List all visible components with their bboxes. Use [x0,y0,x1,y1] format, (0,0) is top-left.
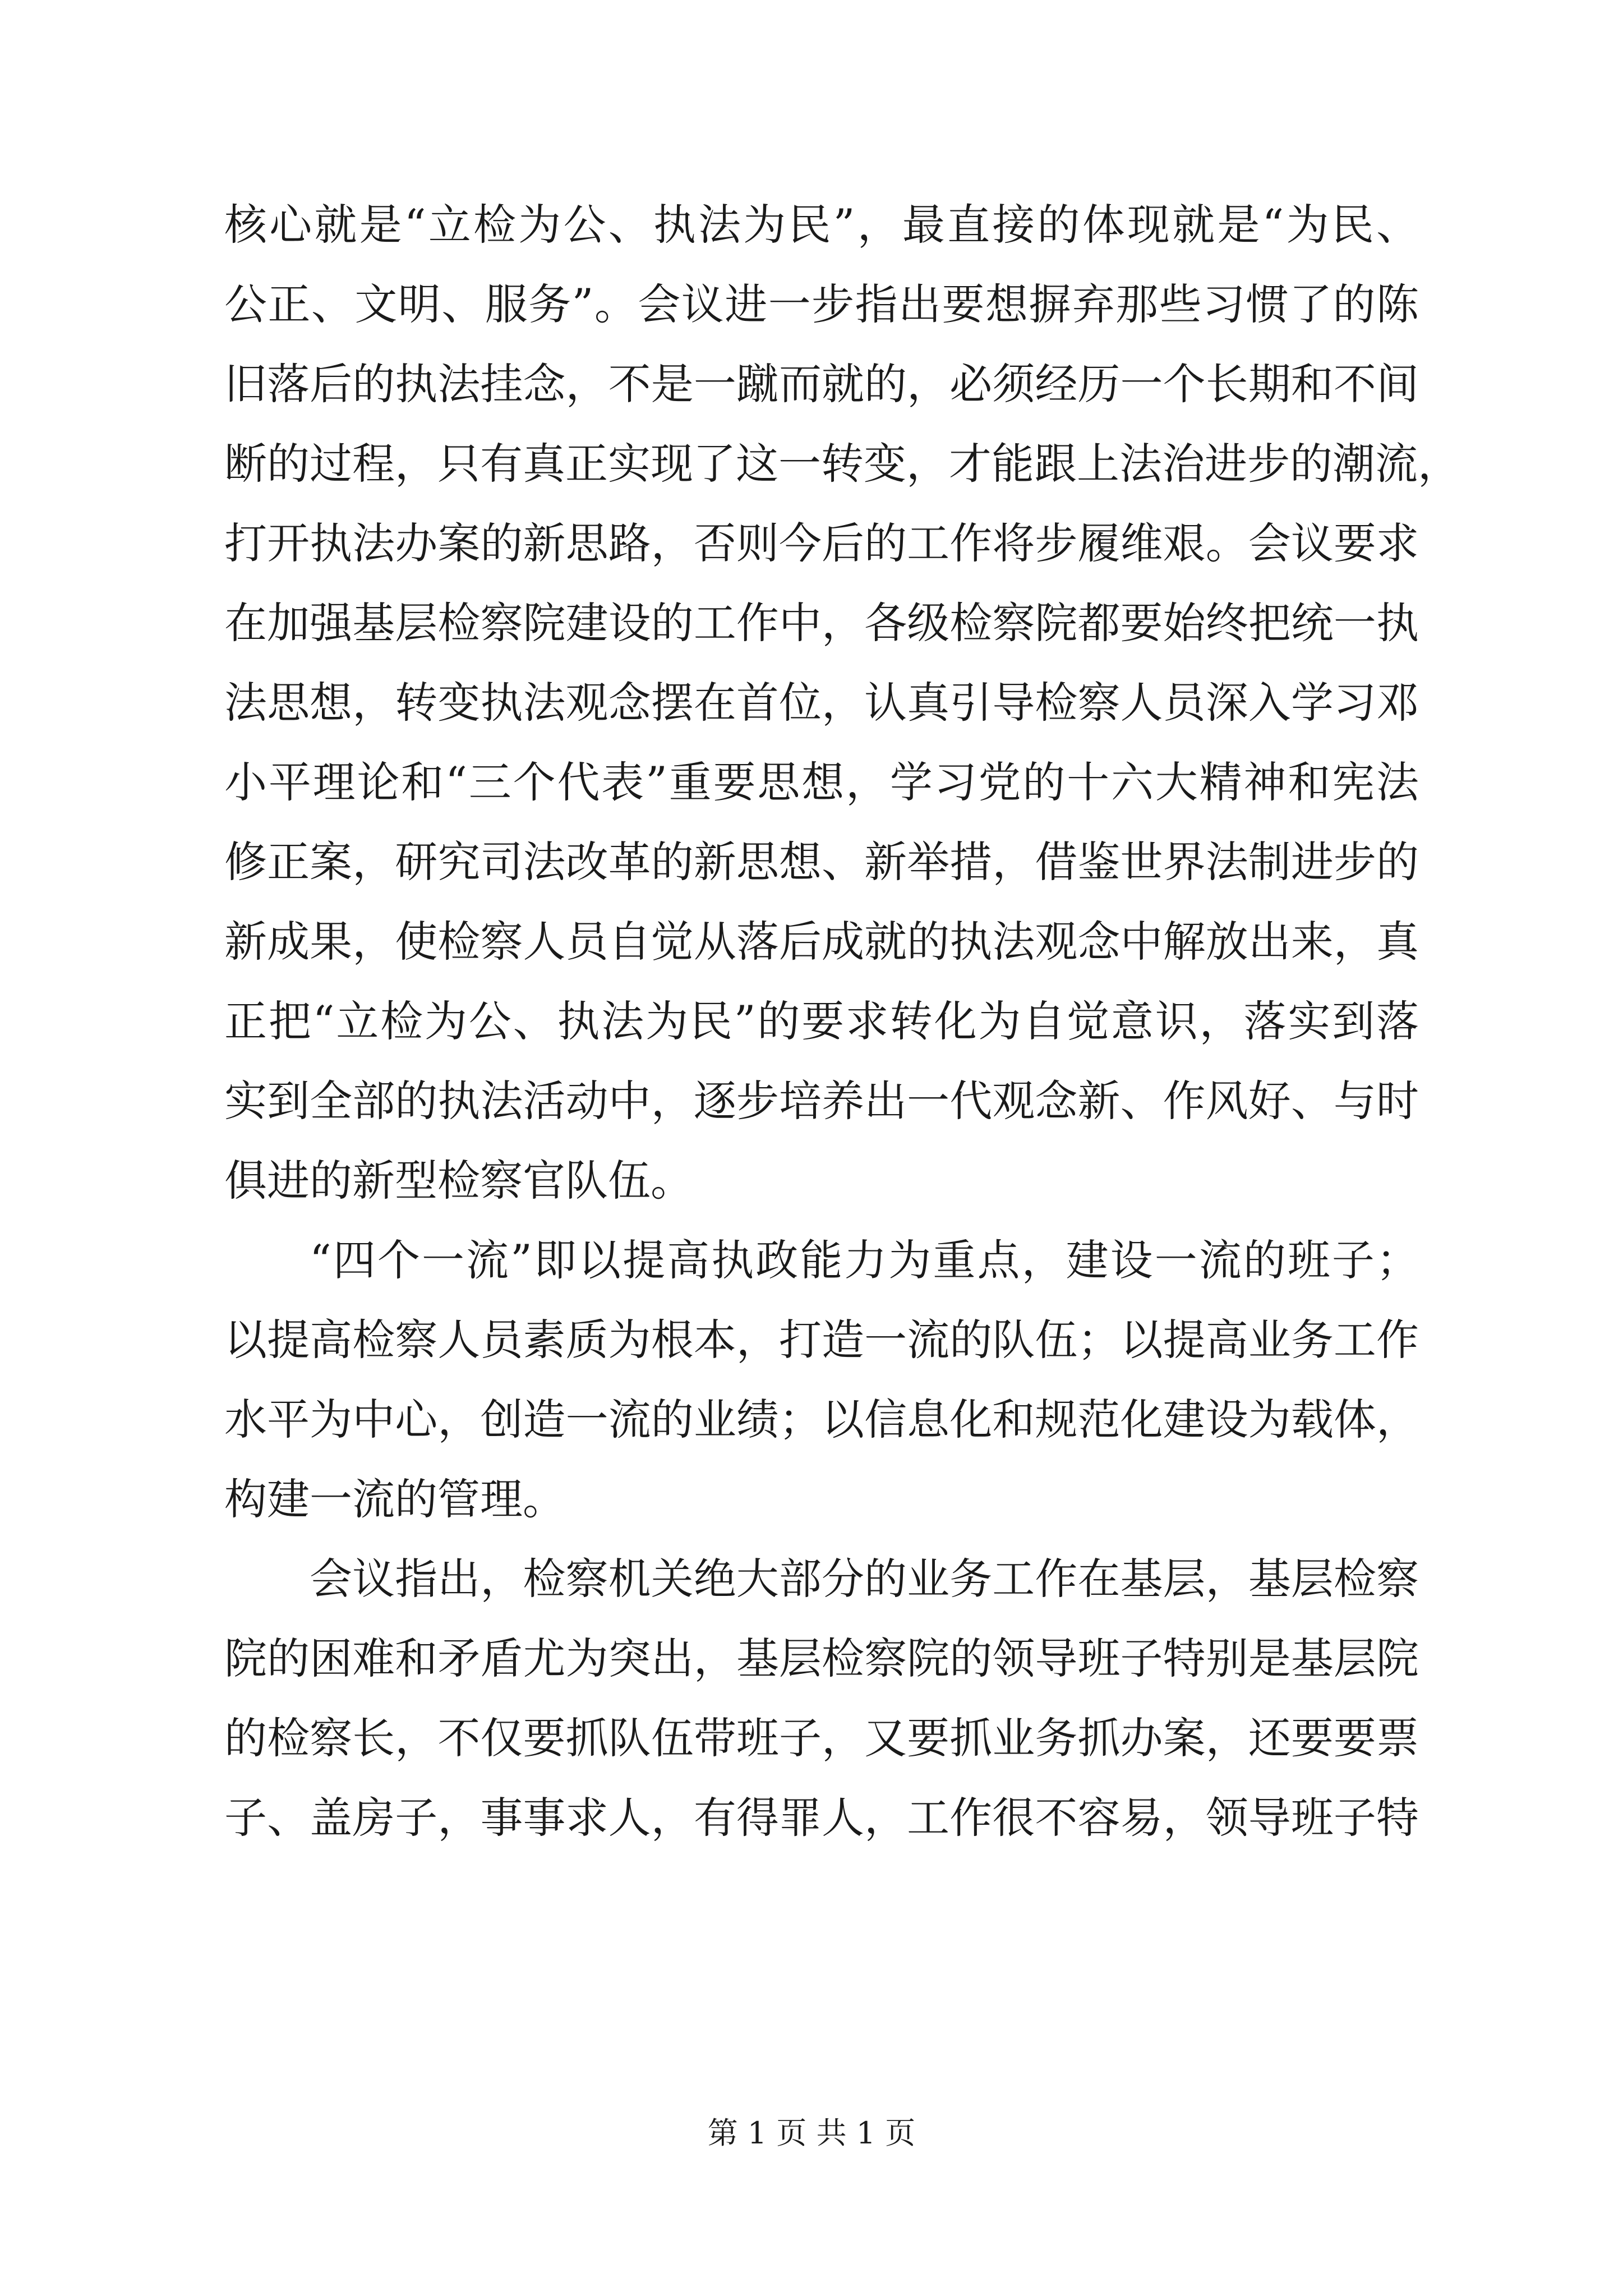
text-line: 的检察长，不仅要抓队伍带班子，又要抓业务抓办案，还要要票 [224,1713,1419,1763]
text-line: 子、盖房子，事事求人，有得罪人，工作很不容易，领导班子特 [224,1793,1419,1843]
text-line: 旧落后的执法挂念，不是一蹴而就的，必须经历一个长期和不间 [224,359,1419,409]
text-line: 法思想，转变执法观念摆在首位，认真引导检察人员深入学习邓 [224,678,1419,728]
text-line: 俱进的新型检察官队伍。 [224,1156,693,1205]
text-line: 断的过程，只有真正实现了这一转变，才能跟上法治进步的潮流， [224,439,1460,489]
text-line: 公正、文明、服务”。会议进一步指出要想摒弃那些习惯了的陈 [224,279,1419,329]
page-footer [0,2114,1623,2153]
paragraph-2 [224,1221,1419,1539]
text-line: 会议指出，检察机关绝大部分的业务工作在基层，基层检察 [310,1554,1419,1604]
text-line: 正把“立检为公、执法为民”的要求转化为自觉意识，落实到落 [224,996,1419,1046]
text-line: 修正案，研究司法改革的新思想、新举措，借鉴世界法制进步的 [224,837,1419,887]
text-line: 实到全部的执法活动中，逐步培养出一代观念新、作风好、与时 [224,1076,1419,1126]
document-body [224,185,1460,1858]
text-line: 构建一流的管理。 [224,1474,565,1524]
text-line: 院的困难和矛盾尤为突出，基层检察院的领导班子特别是基层院 [224,1634,1419,1683]
text-line: 以提高检察人员素质为根本，打造一流的队伍；以提高业务工作 [224,1315,1419,1365]
text-line: 水平为中心，创造一流的业绩；以信息化和规范化建设为载体， [224,1395,1419,1444]
text-line: 打开执法办案的新思路，否则今后的工作将步履维艰。会议要求 [224,518,1419,568]
page-number: 第 1 页 共 1 页 [707,2115,916,2151]
text-line: 新成果，使检察人员自觉从落后成就的执法观念中解放出来，真 [224,917,1419,967]
text-line: “四个一流”即以提高执政能力为重点，建设一流的班子； [310,1235,1419,1285]
paragraph-1 [224,185,1460,1221]
text-line: 在加强基层检察院建设的工作中，各级检察院都要始终把统一执 [224,598,1419,648]
text-line: 核心就是“立检为公、执法为民”，最直接的体现就是“为民、 [224,200,1419,250]
paragraph-3 [224,1539,1419,1858]
text-line: 小平理论和“三个代表”重要思想，学习党的十六大精神和宪法 [224,757,1419,807]
